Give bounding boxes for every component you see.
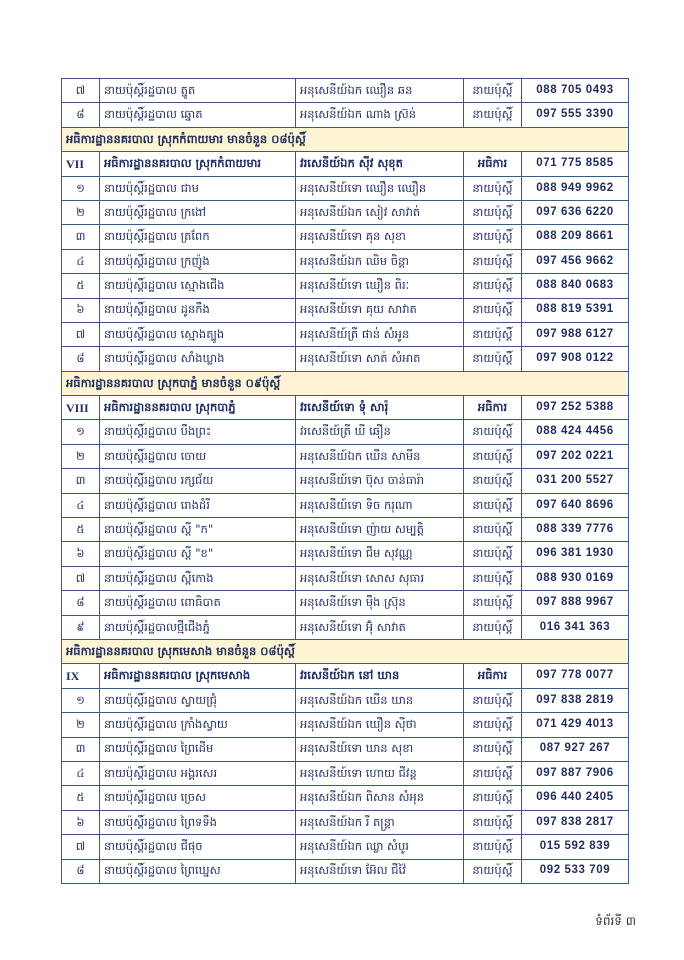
officer-name: អនុសេនីយ៍ទោ ជឹម សុវណ្ណ [296, 542, 464, 566]
officer-name: អនុសេនីយ៍ឯក ឈិម ចិន្តា [296, 249, 464, 273]
position: នាយប៉ុស្តិ៍ [464, 176, 522, 200]
office-name: នាយប៉ុស្តិ៍រដ្ឋបាល ក្រងៅ [100, 200, 296, 224]
table-row [62, 420, 629, 444]
row-number: IX [62, 664, 100, 688]
table-row [62, 493, 629, 517]
office-name: នាយប៉ុស្តិ៍រដ្ឋបាល ស្តី "ខ" [100, 542, 296, 566]
row-number: ២ [62, 444, 100, 468]
row-number: ១ [62, 688, 100, 712]
row-number: ៨ [62, 103, 100, 127]
phone-number: 088 949 9962 [522, 176, 629, 200]
officer-name: អនុសេនីយ៍ទោ ឈឿន ឈឿន [296, 176, 464, 200]
table-row [62, 518, 629, 542]
position: នាយប៉ុស្តិ៍ [464, 615, 522, 639]
row-number: ២ [62, 713, 100, 737]
phone-number: 087 927 267 [522, 737, 629, 761]
row-number: ៥ [62, 274, 100, 298]
officer-name: អនុសេនីយ៍ទោ ទិច ករុណា [296, 493, 464, 517]
office-name: នាយប៉ុស្តិ៍រដ្ឋបាល រោងដំរី [100, 493, 296, 517]
office-name: នាយប៉ុស្តិ៍រដ្ឋបាល ក្រាំងស្វាយ [100, 713, 296, 737]
position: នាយប៉ុស្តិ៍ [464, 761, 522, 785]
phone-number: 088 930 0169 [522, 566, 629, 590]
officer-name: អនុសេនីយ៍ឯក ឃើន សាមីន [296, 444, 464, 468]
phone-number: 097 202 0221 [522, 444, 629, 468]
position: នាយប៉ុស្តិ៍ [464, 810, 522, 834]
officer-name: អនុសេនីយ៍ទោ គុយ សាវាត [296, 298, 464, 322]
table-row [62, 859, 629, 883]
position: នាយប៉ុស្តិ៍ [464, 786, 522, 810]
table-row [62, 810, 629, 834]
position: នាយប៉ុស្តិ៍ [464, 79, 522, 103]
office-name: នាយប៉ុស្តិ៍រដ្ឋបាល ច្រេស [100, 786, 296, 810]
row-number: ៥ [62, 786, 100, 810]
section-title: អធិការដ្ឋាននគរបាល ស្រុកមេសាង មានចំនួន ០៨ប៉ុស្តិ៍ [62, 639, 629, 663]
office-name: នាយប៉ុស្តិ៍រដ្ឋបាល ស្វាយជ្រុំ [100, 688, 296, 712]
phone-number: 097 838 2817 [522, 810, 629, 834]
officer-name: អនុសេនីយ៍ទោ ញ៉ាយ សម្បត្តិ [296, 518, 464, 542]
row-number: ៣ [62, 225, 100, 249]
phone-number: 088 209 8661 [522, 225, 629, 249]
officer-name: វរសេនីយ៍ឯក នៅ ឃាន [296, 664, 464, 688]
phone-number: 096 440 2405 [522, 786, 629, 810]
inspectorate-row [62, 396, 629, 420]
officer-name: អនុសេនីយ៍ទោ សោស សុធារ [296, 566, 464, 590]
position: នាយប៉ុស្តិ៍ [464, 542, 522, 566]
officer-name: អនុសេនីយ៍ឯក ឈ្លា សំបូរ [296, 835, 464, 859]
table-row [62, 566, 629, 590]
phone-number: 071 429 4013 [522, 713, 629, 737]
page-number: ទំព័រទី ៣ [595, 914, 636, 928]
phone-number: 097 640 8696 [522, 493, 629, 517]
office-name: នាយប៉ុស្តិ៍រដ្ឋបាល បឹងព្រះ [100, 420, 296, 444]
phone-number: 097 887 7906 [522, 761, 629, 785]
officer-name: អនុសេនីយ៍ទោ ឃាន សុខា [296, 737, 464, 761]
phone-number: 097 456 9662 [522, 249, 629, 273]
inspectorate-row [62, 664, 629, 688]
table-row [62, 761, 629, 785]
table-row [62, 469, 629, 493]
table-row [62, 347, 629, 371]
office-name: នាយប៉ុស្តិ៍រដ្ឋបាល ស្តី "ក" [100, 518, 296, 542]
position: នាយប៉ុស្តិ៍ [464, 469, 522, 493]
table-row [62, 79, 629, 103]
row-number: ៨ [62, 347, 100, 371]
position: នាយប៉ុស្តិ៍ [464, 103, 522, 127]
row-number: ៥ [62, 518, 100, 542]
table-row [62, 200, 629, 224]
office-name: នាយប៉ុស្តិ៍រដ្ឋបាល ជីផុច [100, 835, 296, 859]
officer-name: អនុសេនីយ៍ឯក ឈឿន ឆន [296, 79, 464, 103]
officer-name: វរសេនីយ៍ត្រី ឃី ឆឿន [296, 420, 464, 444]
table-row [62, 688, 629, 712]
row-number: ៤ [62, 249, 100, 273]
position: នាយប៉ុស្តិ៍ [464, 444, 522, 468]
office-name: នាយប៉ុស្តិ៍រដ្ឋបាល ត្នូត [100, 79, 296, 103]
police-post-roster-table [61, 78, 629, 884]
office-name: អធិការដ្ឋាននគរបាល ស្រុកបាភ្នំ [100, 396, 296, 420]
position: នាយប៉ុស្តិ៍ [464, 859, 522, 883]
roster-body [62, 79, 629, 884]
position: អធិការ [464, 396, 522, 420]
section-header-row [62, 371, 629, 395]
position: នាយប៉ុស្តិ៍ [464, 566, 522, 590]
office-name: នាយប៉ុស្តិ៍រដ្ឋបាល ព្រៃដើម [100, 737, 296, 761]
office-name: នាយប៉ុស្តិ៍រដ្ឋបាល ចោយ [100, 444, 296, 468]
table-row [62, 591, 629, 615]
position: នាយប៉ុស្តិ៍ [464, 249, 522, 273]
position: នាយប៉ុស្តិ៍ [464, 737, 522, 761]
office-name: នាយប៉ុស្តិ៍រដ្ឋបាល ព្រៃឃ្នេស [100, 859, 296, 883]
phone-number: 097 988 6127 [522, 322, 629, 346]
office-name: នាយប៉ុស្តិ៍រដ្ឋបាល សាំងឃ្លាង [100, 347, 296, 371]
officer-name: អនុសេនីយ៍ទោ ម៉ឹង ស្រ៊ុន [296, 591, 464, 615]
table-row [62, 225, 629, 249]
officer-name: វរសេនីយ៍ឯក ស៊ីវ សុខុត [296, 152, 464, 176]
table-row [62, 835, 629, 859]
officer-name: អនុសេនីយ៍ឯក ពិសាន សំអុន [296, 786, 464, 810]
table-row [62, 737, 629, 761]
table-row [62, 444, 629, 468]
office-name: នាយប៉ុស្តិ៍រដ្ឋបាល ក្រញ៉ូង [100, 249, 296, 273]
office-name: នាយប៉ុស្តិ៍រដ្ឋបាល រក្សជ័យ [100, 469, 296, 493]
position: នាយប៉ុស្តិ៍ [464, 493, 522, 517]
phone-number: 031 200 5527 [522, 469, 629, 493]
officer-name: វរសេនីយ៍ទោ ទុំ សារ៉ុ [296, 396, 464, 420]
phone-number: 088 840 0683 [522, 274, 629, 298]
phone-number: 097 252 5388 [522, 396, 629, 420]
position: នាយប៉ុស្តិ៍ [464, 347, 522, 371]
officer-name: អនុសេនីយ៍ទោ សាត់ សំអាត [296, 347, 464, 371]
phone-number: 097 555 3390 [522, 103, 629, 127]
row-number: ៣ [62, 737, 100, 761]
office-name: នាយប៉ុស្តិ៍រដ្ឋបាល ស្ពឺកោង [100, 566, 296, 590]
officer-name: អនុសេនីយ៍ទោ ហោយ ជីវន្ត [296, 761, 464, 785]
position: អធិការ [464, 152, 522, 176]
office-name: នាយប៉ុស្តិ៍រដ្ឋបាល អង្គរសេរ [100, 761, 296, 785]
table-row [62, 298, 629, 322]
phone-number: 088 339 7776 [522, 518, 629, 542]
office-name: នាយប៉ុស្តិ៍រដ្ឋបាល ព្រៃទទឹង [100, 810, 296, 834]
table-row [62, 103, 629, 127]
position: នាយប៉ុស្តិ៍ [464, 835, 522, 859]
phone-number: 071 775 8585 [522, 152, 629, 176]
row-number: ៦ [62, 810, 100, 834]
position: នាយប៉ុស្តិ៍ [464, 322, 522, 346]
inspectorate-row [62, 152, 629, 176]
table-row [62, 274, 629, 298]
row-number: ៨ [62, 859, 100, 883]
row-number: ៧ [62, 566, 100, 590]
row-number: VII [62, 152, 100, 176]
phone-number: 092 533 709 [522, 859, 629, 883]
phone-number: 097 838 2819 [522, 688, 629, 712]
phone-number: 096 381 1930 [522, 542, 629, 566]
phone-number: 016 341 363 [522, 615, 629, 639]
position: នាយប៉ុស្តិ៍ [464, 200, 522, 224]
office-name: នាយប៉ុស្តិ៍រដ្ឋបាល ត្រពែក [100, 225, 296, 249]
phone-number: 097 778 0077 [522, 664, 629, 688]
table-row [62, 176, 629, 200]
row-number: VIII [62, 396, 100, 420]
office-name: នាយប៉ុស្តិ៍រដ្ឋបាល ពោធិបាត [100, 591, 296, 615]
office-name: នាយប៉ុស្តិ៍រដ្ឋបាល ដូនកឹង [100, 298, 296, 322]
position: នាយប៉ុស្តិ៍ [464, 591, 522, 615]
row-number: ៧ [62, 835, 100, 859]
phone-number: 097 908 0122 [522, 347, 629, 371]
officer-name: អនុសេនីយ៍ឯក ណាង ស្រ៊ន់ [296, 103, 464, 127]
phone-number: 088 705 0493 [522, 79, 629, 103]
officer-name: អនុសេនីយ៍ទោ ប៊ុស ចាន់ធារ៉ា [296, 469, 464, 493]
position: នាយប៉ុស្តិ៍ [464, 225, 522, 249]
officer-name: អនុសេនីយ៍ត្រី ផាន់ សំអូន [296, 322, 464, 346]
position: នាយប៉ុស្តិ៍ [464, 420, 522, 444]
phone-number: 015 592 839 [522, 835, 629, 859]
table-row [62, 542, 629, 566]
position: អធិការ [464, 664, 522, 688]
table-row [62, 249, 629, 273]
officer-name: អនុសេនីយ៍ឯក ឃឿន ស៊ីថា [296, 713, 464, 737]
row-number: ៣ [62, 469, 100, 493]
officer-name: អនុសេនីយ៍ទោ គុន សុខា [296, 225, 464, 249]
position: នាយប៉ុស្តិ៍ [464, 713, 522, 737]
row-number: ៧ [62, 322, 100, 346]
row-number: ៩ [62, 615, 100, 639]
phone-number: 088 819 5391 [522, 298, 629, 322]
office-name: នាយប៉ុស្តិ៍រដ្ឋបាល ស្មោងត្បូង [100, 322, 296, 346]
position: នាយប៉ុស្តិ៍ [464, 518, 522, 542]
officer-name: អនុសេនីយ៍ឯក សៀវ សាវាត់ [296, 200, 464, 224]
officer-name: អនុសេនីយ៍ឯក ឃើន ឃាន [296, 688, 464, 712]
office-name: នាយប៉ុស្តិ៍រដ្ឋបាល ស្មោងជើង [100, 274, 296, 298]
office-name: អធិការដ្ឋាននគរបាល ស្រុកមេសាង [100, 664, 296, 688]
section-header-row [62, 127, 629, 151]
section-header-row [62, 639, 629, 663]
office-name: នាយប៉ុស្តិ៍រដ្ឋបាល ជាម [100, 176, 296, 200]
office-name: អធិការដ្ឋាននគរបាល ស្រុកកំពាយមារ [100, 152, 296, 176]
officer-name: អនុសេនីយ៍ទោ អ៊ែល ជីវ៉ៃ [296, 859, 464, 883]
table-row [62, 713, 629, 737]
officer-name: អនុសេនីយ៍ទោ អ៊ុំ សាវាត [296, 615, 464, 639]
position: នាយប៉ុស្តិ៍ [464, 274, 522, 298]
table-row [62, 615, 629, 639]
row-number: ៤ [62, 761, 100, 785]
table-row [62, 786, 629, 810]
row-number: ៤ [62, 493, 100, 517]
row-number: ១ [62, 420, 100, 444]
row-number: ៦ [62, 542, 100, 566]
row-number: ១ [62, 176, 100, 200]
table-row [62, 322, 629, 346]
officer-name: អនុសេនីយ៍ទោ ឃឿន ពិរៈ [296, 274, 464, 298]
section-title: អធិការដ្ឋាននគរបាល ស្រុកកំពាយមារ មានចំនួន ០៨ប៉ុស្តិ៍ [62, 127, 629, 151]
phone-number: 088 424 4456 [522, 420, 629, 444]
phone-number: 097 888 9967 [522, 591, 629, 615]
office-name: នាយប៉ុស្តិ៍រដ្ឋបាលថ្មីជើងភ្នំ [100, 615, 296, 639]
officer-name: អនុសេនីយ៍ឯក រី តន្ត្រា [296, 810, 464, 834]
position: នាយប៉ុស្តិ៍ [464, 688, 522, 712]
row-number: ៧ [62, 79, 100, 103]
office-name: នាយប៉ុស្តិ៍រដ្ឋបាល ឆ្នោត [100, 103, 296, 127]
position: នាយប៉ុស្តិ៍ [464, 298, 522, 322]
row-number: ៦ [62, 298, 100, 322]
row-number: ២ [62, 200, 100, 224]
section-title: អធិការដ្ឋាននគរបាល ស្រុកបាភ្នំ មានចំនួន ០៩ប៉ុស្តិ៍ [62, 371, 629, 395]
row-number: ៨ [62, 591, 100, 615]
phone-number: 097 636 6220 [522, 200, 629, 224]
